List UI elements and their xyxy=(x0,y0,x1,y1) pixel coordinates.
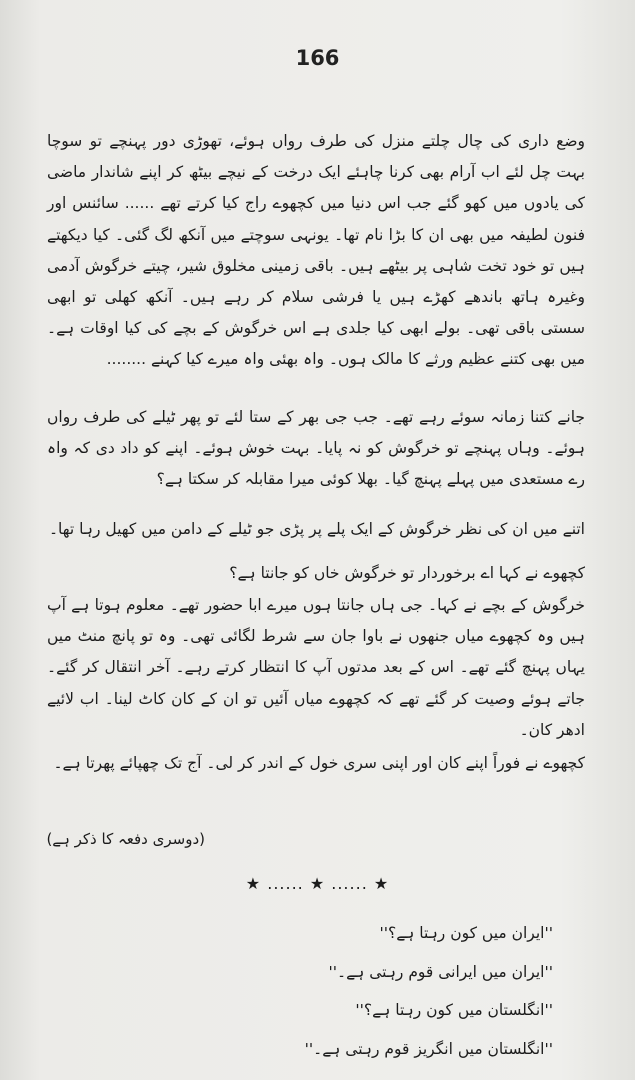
paragraph: جانے کتنا زمانہ سوئے رہے تھے۔ جب جی بھر کے ستا لئے تو پھر ٹیلے کی طرف رواں ہوئے۔ وہاں پہنچے تو خرگوش کو نہ پایا۔ بہت خوش ہوئے۔ اپنے کو داد دی کہ واہ رے مستعدی میں پہلے پہنچ گیا۔ بھلا کوئی میرا مقابلہ کر سکتا ہے؟ xyxy=(47,408,585,489)
dialogue-line: ''انگلستان میں انگریز قوم رہتی ہے۔'' xyxy=(304,1039,553,1058)
paragraph: اتنے میں ان کی نظر خرگوش کے ایک پلے پر پڑی جو ٹیلے کے دامن میں کھیل رہا تھا۔ xyxy=(48,520,585,538)
dialogue-line: ''ایران میں کون رہتا ہے؟'' xyxy=(379,924,553,942)
page-number: 166 xyxy=(295,46,340,70)
paragraph: خرگوش کے بچے نے کہا۔ جی ہاں جانتا ہوں میرے ابا حضور تھے۔ معلوم ہوتا ہے آپ ہیں وہ کچھوے میاں جنھوں نے باوا جان سے شرط لگائی تھی۔ وہ تو پانچ منٹ میں یہاں پہنچ گئے تھے۔ اس کے بعد مدتوں آپ کا انتظار کرتے رہے۔ آخر انتقال کر گئے۔ جاتے ہوئے وصیت کر گئے تھے کہ کچھوے میاں آئیں تو ان کے کان کاٹ لینا۔ اب لائیے ادھر کان۔ xyxy=(47,596,585,739)
section-note: (دوسری دفعہ کا ذکر ہے) xyxy=(46,830,205,848)
paragraph: وضع داری کی چال چلتے منزل کی طرف رواں ہوئے، تھوڑی دور پہنچے تو سوچا بہت چل لئے اب آرام بھی کرنا چاہئے ایک درخت کے نیچے بیٹھ کر اپنے شاندار ماضی کی یادوں میں کھو گئے جب اس دنیا میں کچھوے راج کیا کرتے تھے ...... سائنس اور فنون لطیفہ میں بھی ان کا بڑا نام تھا۔ یونہی سوچتے میں آنکھ لگ گئی۔ کیا دیکھتے ہیں تو خود تخت شاہی پر بیٹھے ہیں۔ باقی زمینی مخلوق شیر، چیتے خرگوش آدمی وغیرہ ہاتھ باندھے کھڑے ہیں یا فرشی سلام کر رہے ہیں۔ آنکھ کھلی تو ابھی سستی باقی تھی۔ بولے ابھی کیا جلدی ہے اس خرگوش کے بچے کی کیا اوقات ہے۔ میں بھی کتنے عظیم ورثے کا مالک ہوں۔ واہ بھئی واہ میرے کیا کہنے ........ xyxy=(47,132,585,369)
paragraph: کچھوے نے کہا اے برخوردار تو خرگوش خاں کو جانتا ہے؟ xyxy=(229,564,585,582)
dialogue-list xyxy=(305,914,553,1068)
dialogue-line: ''ایران میں ایرانی قوم رہتی ہے۔'' xyxy=(328,962,553,981)
dialogue-line: ''انگلستان میں کون رہتا ہے؟'' xyxy=(355,1001,553,1019)
star-divider: ★ ...... ★ ...... ★ xyxy=(245,874,390,893)
paragraph: کچھوے نے فوراً اپنے کان اور اپنی سری خول کے اندر کر لی۔ آج تک چھپائے پھرتا ہے۔ xyxy=(53,754,585,772)
